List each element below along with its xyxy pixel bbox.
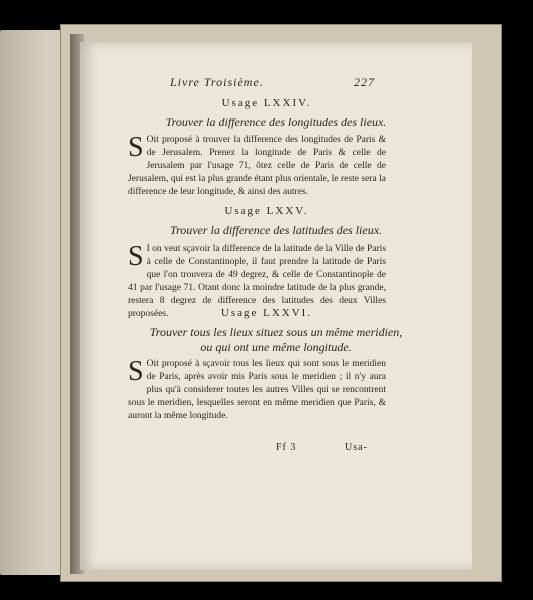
section-paragraph-1 — [128, 134, 386, 199]
running-title: Livre Troisième. — [170, 75, 264, 89]
section-heading-2: Trouver la difference des latitudes des lieux. — [169, 223, 383, 237]
drop-cap-1: S — [128, 132, 144, 163]
section-paragraph-3 — [128, 358, 386, 423]
drop-cap-3: S — [128, 356, 144, 387]
paragraph-text-3: Oit proposé à sçavoir tous les lieux qui sont sous le meridien de Paris, après avoir mis Paris sous le meridien ; il n'y aura plus qu'à considerer toutes les autres Villes qui se rencontrent sous le meridien, lesquelles seront en même meridien que Paris, & auront la même longitude. — [128, 359, 386, 421]
page-number: 227 — [354, 75, 375, 89]
usage-title-2: Usage LXXV. — [224, 205, 309, 217]
section-heading-3a: Trouver tous les lieux situez sous un même meridien, — [149, 325, 403, 339]
drop-cap-2: S — [128, 241, 144, 272]
paragraph-text-1: Oit proposé à trouver la difference des longitudes de Paris & de Jerusalem. Prenez la longitude de Paris & celle de Jerusalem par l'usage 71, ôtez celle de Paris de celle de Jerusalem, qui est la plus grande étant plus orientale, le reste sera la difference de leur longitude, & ainsi des autres. — [128, 135, 386, 197]
running-header — [170, 75, 375, 90]
signature-mark: Ff 3 — [276, 442, 297, 453]
paragraph-text-2: I on veut sçavoir la difference de la latitude de la Ville de Paris à celle de Constantinople, il faut prendre la latitude de Paris que l'on trouvera de 49 degrez, & celle de Constantinople de 41 par l'usage 71. Otant donc la moindre latitude de la plus grande, restera 8 degrez de difference des latitudes des deux Villes proposées. — [128, 244, 386, 319]
catchword: Usa- — [345, 442, 368, 453]
section-heading-1: Trouver la difference des longitudes des lieux. — [165, 115, 387, 129]
usage-title-1: Usage LXXIV. — [221, 97, 312, 109]
usage-title-3: Usage LXXVI. — [220, 307, 313, 319]
section-heading-3b: ou qui ont une même longitude. — [200, 340, 352, 354]
